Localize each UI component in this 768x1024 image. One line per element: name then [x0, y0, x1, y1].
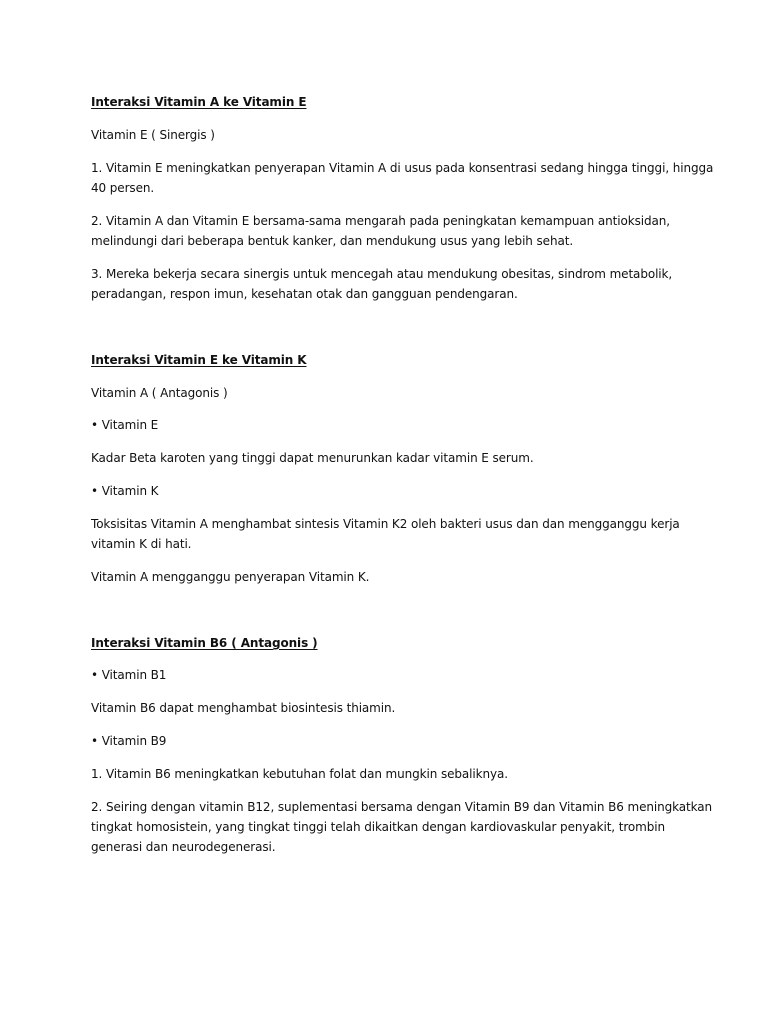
- paragraph-line: generasi dan neurodegenerasi.: [91, 840, 276, 854]
- paragraph-line: 40 persen.: [91, 181, 155, 195]
- paragraph-line: 2. Vitamin A dan Vitamin E bersama-sama mengarah pada peningkatan kemampuan antioksidan,: [91, 214, 670, 228]
- paragraph-line: tingkat homosistein, yang tingkat tinggi telah dikaitkan dengan kardiovaskular penyakit, trombin: [91, 820, 666, 834]
- paragraph-line: 2. Seiring dengan vitamin B12, suplementasi bersama dengan Vitamin B9 dan Vitamin B6 meningkatkan: [91, 800, 713, 814]
- section-heading-vitamin-a-e: Interaksi Vitamin A ke Vitamin E: [91, 95, 307, 109]
- bullet-item: • Vitamin B1: [91, 668, 167, 682]
- section-subheading: Vitamin A ( Antagonis ): [91, 386, 228, 400]
- paragraph-line: vitamin K di hati.: [91, 537, 192, 551]
- section-subheading: Vitamin E ( Sinergis ): [91, 128, 215, 142]
- paragraph-line: 1. Vitamin E meningkatkan penyerapan Vitamin A di usus pada konsentrasi sedang hingga tinggi, hingga: [91, 161, 714, 175]
- paragraph-line: Vitamin A mengganggu penyerapan Vitamin K.: [91, 570, 370, 584]
- paragraph-line: Toksisitas Vitamin A menghambat sintesis Vitamin K2 oleh bakteri usus dan dan mengganggu kerja: [91, 517, 680, 531]
- bullet-item: • Vitamin K: [91, 484, 159, 498]
- paragraph-line: 1. Vitamin B6 meningkatkan kebutuhan folat dan mungkin sebaliknya.: [91, 767, 508, 781]
- section-heading-vitamin-e-k: Interaksi Vitamin E ke Vitamin K: [91, 353, 307, 367]
- section-heading-vitamin-b6: Interaksi Vitamin B6 ( Antagonis ): [91, 636, 318, 650]
- paragraph-line: Vitamin B6 dapat menghambat biosintesis thiamin.: [91, 701, 396, 715]
- paragraph-line: 3. Mereka bekerja secara sinergis untuk mencegah atau mendukung obesitas, sindrom metabolik,: [91, 267, 673, 281]
- bullet-item: • Vitamin B9: [91, 734, 167, 748]
- paragraph-line: melindungi dari beberapa bentuk kanker, dan mendukung usus yang lebih sehat.: [91, 234, 574, 248]
- paragraph-line: peradangan, respon imun, kesehatan otak dan gangguan pendengaran.: [91, 287, 518, 301]
- bullet-item: • Vitamin E: [91, 418, 159, 432]
- paragraph-line: Kadar Beta karoten yang tinggi dapat menurunkan kadar vitamin E serum.: [91, 451, 534, 465]
